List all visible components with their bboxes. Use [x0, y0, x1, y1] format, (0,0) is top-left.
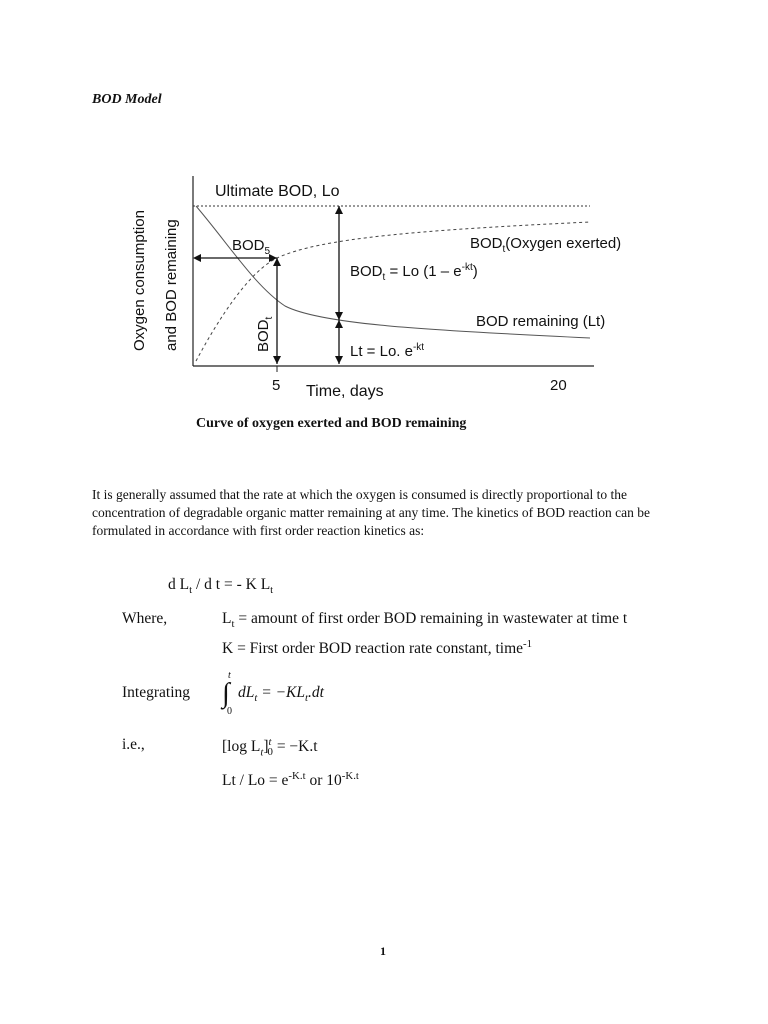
ultimate-bod-label: Ultimate BOD, Lo: [215, 183, 340, 200]
ultimate-arrow-mid-down: [335, 312, 343, 320]
definition-lt: $L_t$ = amount of first order BOD remaining in wastewater at time t: [222, 610, 628, 631]
bod-remaining-label: BOD remaining (Lt): [476, 313, 606, 330]
y-axis-label-line2: and BOD remaining: [163, 219, 180, 351]
page-number: 1: [380, 944, 386, 958]
bod5-arrow-left-head: [193, 254, 201, 262]
figure-caption: Curve of oxygen exerted and BOD remaining: [196, 416, 467, 431]
tick-label-5: 5: [272, 377, 281, 394]
ultimate-arrow-mid-up: [335, 320, 343, 328]
x-axis-label: Time, days: [306, 383, 384, 400]
rate-equation: d $L_t$ / d t = - K $L_t$: [168, 576, 274, 597]
integral-body: $dL_t = -KL_t.dt$: [238, 684, 324, 705]
ie-label: i.e.,: [122, 736, 145, 753]
where-label: Where,: [122, 610, 168, 627]
bodt-equation: $BOD_t = Lo$ $(1 - e^{-kt})$: [350, 262, 478, 283]
integral-lower-limit: 0: [227, 706, 232, 717]
ultimate-arrow-bottom: [335, 356, 343, 364]
integral-sign: ∫: [222, 678, 230, 709]
tick-label-20: 20: [550, 377, 567, 394]
ultimate-arrow-top: [335, 206, 343, 214]
integral-upper-limit: t: [228, 670, 231, 681]
lt-equation: Lt = Lo. $e^{-kt}$: [350, 342, 425, 360]
body-paragraph: It is generally assumed that the rate at which the oxygen is consumed is directly proportional to the concentration of degradable organic matter remaining at any time. The kinetics of BOD reaction can be formulated in accordance with first order reaction kinetics as:: [92, 487, 651, 538]
bodt-exerted-label: $BOD_t(Oxygen$ exerted): [470, 235, 622, 255]
bod-curve-figure: [120, 166, 660, 410]
log-equation: [log $L_t]^t_0 = -K.t$: [222, 736, 318, 759]
bod5-label: $BOD_5$: [232, 237, 271, 257]
section-heading: BOD Model: [92, 92, 162, 107]
bodt-vertical-bottom-head: [273, 356, 281, 364]
ratio-equation: $Lt / Lo = e^{-K.t}$ or $10^{-K.t}$: [222, 770, 359, 790]
bodt-vertical-label: $BOD_t$: [255, 316, 275, 352]
integral-equation: [222, 670, 422, 722]
y-axis-label-line1: Oxygen consumption: [131, 210, 148, 351]
definition-k: K = First order BOD reaction rate constant, time$^{-1}$: [222, 638, 533, 658]
integrating-label: Integrating: [122, 684, 191, 701]
